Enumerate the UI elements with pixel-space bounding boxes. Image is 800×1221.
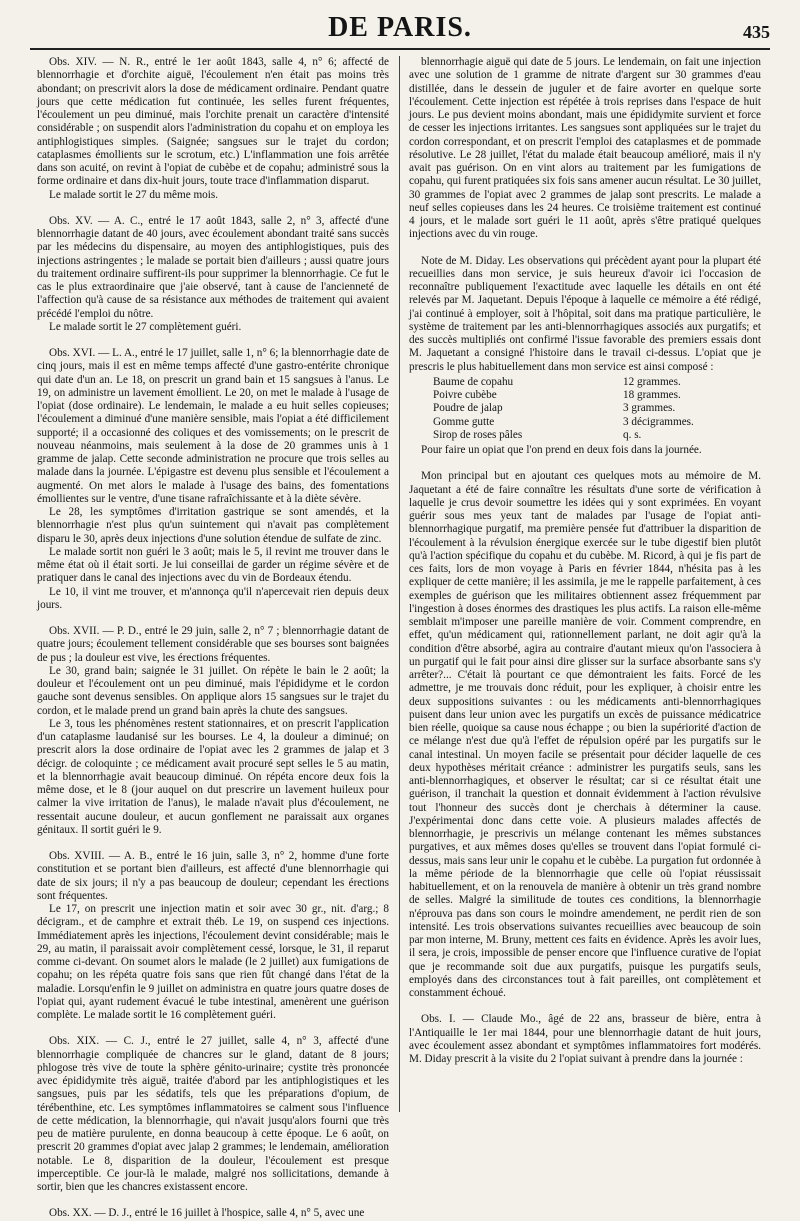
page-header [30,12,770,50]
paragraph: Le malade sortit non guéri le 3 août; mais le 5, il revint me trouver dans le même état où il était sorti. Je lui conseillai de garder un régime sévère et de pratiquer dans le canal des injections avec du vin de Bordeaux étendu. [37,545,389,585]
paragraph-gap [409,457,761,470]
paragraph-gap [37,1022,389,1035]
paragraph-gap [409,242,761,255]
paragraph: Obs. XIX. — C. J., entré le 27 juillet, salle 4, n° 3, affecté d'une blennorrhagie compliquée de chancres sur le gland, datant de 8 jours; phlogose très vive de toute la sphère génito-urinaire; cystite très prononcée avec épididymite très aiguë, traitée d'abord par les antiphlogistiques et les sangsues, puis par les sédatifs, tels que les préparations d'opium, de térébenthine, etc. Les symptômes inflammatoires se calment sous l'influence de cette médication, la blennorrhagie, qui n'avait jusqu'alors fourni que très peu de matière purulente, en donna beaucoup à cette époque. Le 6 août, on prescrit 20 grammes d'opiat avec jalap 2 grammes; le lendemain, amélioration notable. Le 8, disparition de la douleur, l'écoulement est presque imperceptible. Ce jour-là le malade, malgré nos sollicitations, demande à sortir, bien que les chancres existassent encore. [37,1035,389,1193]
ingredient-amount: 3 décigrammes. [623,415,694,428]
paragraph: Le 17, on prescrit une injection matin et soir avec 30 gr., nit. d'arg.; 8 décigram., et de camphre et extrait théb. Le 19, on suspend ces injections. Immédiatement après les injections, l'écoulement devint considérable; mais le 29, au matin, il paraissait avoir complètement cessé, lorsque, le 31, il reparut comme ci-devant. On soumet alors le malade (le 2 juillet) aux fumigations de copahu; on les répéta quatre fois sans que rien fût changé dans l'état de la maladie. Lorsqu'enfin le 9 juillet on administra en quatre jours quatre doses de l'opiat qui, ayant rudement évacué le tube intestinal, amenèrent une guérison complète. Le malade sortit le 16 complètement guéri. [37,903,389,1021]
paragraph: Le 30, grand bain; saignée le 31 juillet. On répète le bain le 2 août; la douleur et l'écoulement ont un peu diminué, mais l'épididyme et le cordon gauche sont devenus sensibles. On applique alors 15 sangsues sur le trajet du cordon, et le malade prend un grand bain après la chute des sangsues. [37,664,389,717]
paragraph-gap [37,334,389,347]
paragraph: Obs. XIV. — N. R., entré le 1er août 1843, salle 4, n° 6; affecté de blennorrhagie et d'orchite aiguë, l'écoulement n'en était pas moins très abondant; on prescrivit alors la dose de médicament ordinaire. Pendant quatre jours que cette médication fut continuée, les selles furent fréquentes, l'écoulement un peu diminué, mais l'orchite prenait un caractère d'intensité considérable ; on suspendit alors l'administration du copahu et on employa les antiphlogistiques simples. (Saignée; sangsues sur le trajet du cordon; cataplasmes émollients sur le scrotum, etc.) L'inflammation une fois arrêtée dans son acuité, on revint à l'opiat de cubèbe et de copahu; administré sous la forme ordinaire et dans dix-huit jours, toute trace d'inflammation disparut. [37,56,389,188]
ingredient-name: Baume de copahu [433,375,514,388]
ingredient-amount: 12 grammes. [623,375,681,388]
paragraph: Obs. XX. — D. J., entré le 16 juillet à l'hospice, salle 4, n° 5, avec une [49,1207,365,1220]
recipe-row [433,376,733,389]
ingredient-name: Poivre cubèbe [433,389,497,401]
paragraph-gap [409,1000,761,1013]
paragraph: Obs. XVIII. — A. B., entré le 16 juin, salle 3, n° 2, homme d'une forte constitution et se portant bien d'ailleurs, est affecté d'une blennorrhagie qui date de six jours; il n'y a pas beaucoup de douleur; cependant les érections sont fréquentes. [37,850,389,902]
ingredient-amount: 3 grammes. [623,402,676,415]
paragraph: Le 28, les symptômes d'irritation gastrique se sont amendés, et la blennorrhagie n'est plus qu'un suintement qui n'avait pas complètement disparu le 30, après deux injections d'une solution étendue de sulfate de zinc. [37,506,389,545]
paragraph: Le 10, il vint me trouver, et m'annonça qu'il n'apercevait rien depuis deux jours. [37,585,389,611]
right-column [409,56,761,1112]
column-divider [399,56,400,1112]
header-rule [30,48,770,50]
ingredient-amount: q. s. [623,428,642,441]
recipe-row [433,416,733,429]
paragraph: Le malade sortit le 27 du même mois. [49,188,219,201]
ingredient-name: Poudre de jalap [433,402,503,415]
recipe-row [433,429,733,442]
paragraph: Le 3, tous les phénomènes restent stationnaires, et on prescrit l'application d'un cataplasme laudanisé sur les bourses. Le 4, la douleur a diminué; on prescrit alors la dose ordinaire de l'opiat avec les 2 grammes de jalap et 3 décigr. de coloquinte ; ce médicament avait procuré sept selles le 5 au matin, et la blennorrhagie avait beaucoup diminué. On répéta encore deux fois la même dose, et le 8 (jour auquel on dut prescrire un lavement huileux pour calmer la vive irritation de l'anus), le malade n'avait plus d'écoulement, ne ressentait aucune douleur, et aucun gonflement ne paraissait aux organes génitaux. Il sortit guéri le 9. [37,717,389,836]
paragraph: Pour faire un opiat que l'on prend en deux fois dans la journée. [421,444,702,456]
paragraph-gap [37,837,389,850]
ingredient-name: Gomme gutte [433,415,495,428]
ingredient-amount: 18 grammes. [623,389,681,401]
recipe-row [433,389,733,402]
paragraph-gap [37,1194,389,1207]
paragraph: Obs. XV. — A. C., entré le 17 août 1843, salle 2, n° 3, affecté d'une blennorrhagie datant de 40 jours, avec écoulement abondant traité sans succès par les médecins du dispensaire, au moyen des antiphlogistiques, puis des injections astringentes ; le malade se portait bien d'ailleurs ; aussi quatre jours du traitement ordinaire suffirent-ils pour supprimer la blennorrhagie. Ce fut le cas le plus extraordinaire que j'aie observé, tant à cause de l'ancienneté de l'affection qu'à cause de sa résistance aux méthodes de traitement qui avaient précédé l'emploi du nôtre. [37,214,389,320]
paragraph: blennorrhagie aiguë qui date de 5 jours. Le lendemain, on fait une injection avec une solution de 1 gramme de nitrate d'argent sur 30 grammes d'eau distillée, dans le dessein de juguler et de faire avorter en quelque sorte l'écoulement. Cette injection est répétée à trois reprises dans l'espace de huit jours. Le pus devient moins abondant, mais une épididymite survient et force de cesser les injections irritantes. Les sangsues sont appliquées sur le trajet du cordon correspondant, et on prescrit l'emploi des cataplasmes et de pommade résolutive. Le 28 juillet, l'état du malade était beaucoup amélioré, mais il n'y avait pas guérison. On en vint alors au traitement par les fumigations de copahu, qui furent pratiquées six fois sans amener aucun résultat. Le 30 juillet, 30 grammes de l'opiat avec 2 grammes de jalap sont prescrits. Le malade a neuf selles copieuses dans les 24 heures. Ce troisième traitement est continué 4 jours, et le malade sort guéri le 11 août, après s'être pratiqué quelques injections avec du vin rouge. [409,56,761,241]
ingredient-name: Sirop de roses pâles [433,428,523,441]
paragraph: Obs. I. — Claude Mo., âgé de 22 ans, brasseur de bière, entra à l'Antiquaille le 1er mai 1844, pour une blennorrhagie datant de huit jours, avec écoulement assez abondant et symptômes inflammatoires fort modérés. M. Diday prescrit à la visite du 2 l'opiat suivant à prendre dans la journée : [409,1013,761,1065]
recipe-row [433,402,733,415]
paragraph: Obs. XVII. — P. D., entré le 29 juin, salle 2, n° 7 ; blennorrhagie datant de quatre jours; écoulement tellement considérable que ses bourses sont baignées de pus ; la douleur est vive, les érections fréquentes. [37,625,389,664]
recipe-table [433,376,733,442]
left-column [37,56,389,1220]
running-title: DE PARIS. [328,12,472,43]
page-number: 435 [743,22,770,42]
paragraph-gap [37,202,389,215]
paragraph: Le malade sortit le 27 complètement guéri. [49,320,242,333]
paragraph-gap [37,612,389,625]
paragraph: Mon principal but en ajoutant ces quelques mots au mémoire de M. Jaquetant a été de faire connaître les résultats d'une sorte de vérification à laquelle je crus devoir soumettre les idées qui y sont exprimées. En voyant guérir sous mes yeux tant de malades par l'usage de l'opiat anti-blennorrhagique purgatif, ma première pensée fut d'attribuer la disparition de l'écoulement à la révulsion énergique exercée sur le tube digestif bien plutôt qu'à l'action spécifique du copahu et du cubèbe. M. Ricord, à qui je fis part de ces faits, lors de mon voyage à Paris en février 1844, n'hésita pas à les expliquer de cette manière; il les assimila, je me le rappelle parfaitement, à ces exemples de guérison que les militaires obtiennent assez fréquemment par l'ingestion à doses énormes des drastiques les plus actifs. La raison elle-même semblait m'imposer une pareille manière de voir. Comment comprendre, en effet, qu'un médicament qui, rationnellement parlant, ne doit agir qu'à la condition d'être absorbé, agira au contraire d'autant mieux qu'on l'associera à un purgatif qui le fait pour ainsi dire glisser sur la surface absorbante sans s'y arrêter?... C'était là pourtant ce que démontraient les faits. Forcé de les admettre, je me trouvais donc réduit, pour les expliquer, à choisir entre les deux suppositions suivantes : ou les médicaments anti-blennorrhagiques puisent dans leur union avec les purgatifs un excès de puissance médicatrice bien réelle, quoique sa cause nous échappe ; ou bien la supériorité d'action de ce mélange n'est due qu'à l'effet de répulsion opéré par les purgatifs sur le canal intestinal. Un moyen facile se présentait pour décider laquelle de ces deux hypothèses méritait créance : administrer les purgatifs seuls, sans les anti-blennorrhagiques, et observer le résultat; car si ce résultat était une guérison, il tranchait la question et donnait évidemment à l'action révulsive tout l'honneur des succès dont je cherchais à déterminer la cause. J'expérimentai donc dans cette voie. A plusieurs malades affectés de blennorrhagie, je prescrivis un mélange contenant les mêmes substances purgatives, et aux mêmes doses qu'elles se trouvent dans l'opiat formulé ci-dessus, mais sans leur unir le copahu et le cubèbe. La purgation fut ordonnée à la même période de la blennorrhagie que celle où l'opiat réussissait habituellement, et on la renouvela de manière à obtenir un très grand nombre de selles. Malgré la similitude de toutes ces conditions, la blennorrhagie n'éprouva pas dans son cours le moindre amendement, ne perdit rien de son intensité. Les trois observations suivantes recueillies avec beaucoup de soin par mon interne, M. Bruny, mettent ces faits en évidence. Après les avoir lues, il sera, je crois, impossible de penser encore que l'influence curative de l'opiat que je recommande soit due aux purgatifs, puisque les purgatifs seuls, employés dans des circonstances tout à fait pareilles, ont complètement et constamment échoué. [409,470,761,999]
paragraph: Obs. XVI. — L. A., entré le 17 juillet, salle 1, n° 6; la blennorrhagie date de cinq jours, mais il est en même temps affecté d'une gastro-entérite chronique qui date d'un an. Le 18, on prescrit un grand bain et 15 sangsues à l'anus. Le 19, on administre un lavement émollient. Le 20, on met le malade à l'usage de l'opiat (dose ordinaire). Le lendemain, le malade a eu huit selles copieuses; l'écoulement a diminué d'une manière sensible, mais l'opiat a été difficilement supporté; il a occasionné des coliques et des vomissements; on le prescrit de nouveau néanmoins, mais seulement à la dose de 20 grammes unis à 1 gramme de jalap. Cette seconde administration ne procure que trois selles au malade dans la journée. L'épigastre est devenu plus sensible et l'écoulement a augmenté. On met alors le malade à l'usage des bains, des fomentations émollientes sur le ventre, d'une tisane rafraîchissante et à la diète sévère. [37,347,389,505]
paragraph: Note de M. Diday. Les observations qui précèdent ayant pour la plupart été recueillies dans mon service, je suis heureux d'avoir ici l'occasion de reconnaître publiquement l'exactitude avec laquelle les détails en ont été relevés par M. Jaquetant. Depuis l'époque à laquelle ce mémoire a été rédigé, j'ai continué à employer, soit à l'hôpital, soit dans ma pratique particulière, le système de traitement par les anti-blennorrhagiques associés aux purgatifs; et des succès multipliés ont confirmé l'issue favorable des premiers essais dont M. Jaquetant a consigné l'histoire dans le travail ci-dessus. L'opiat que je prescris le plus habituellement dans mon service est ainsi composé : [409,254,761,373]
